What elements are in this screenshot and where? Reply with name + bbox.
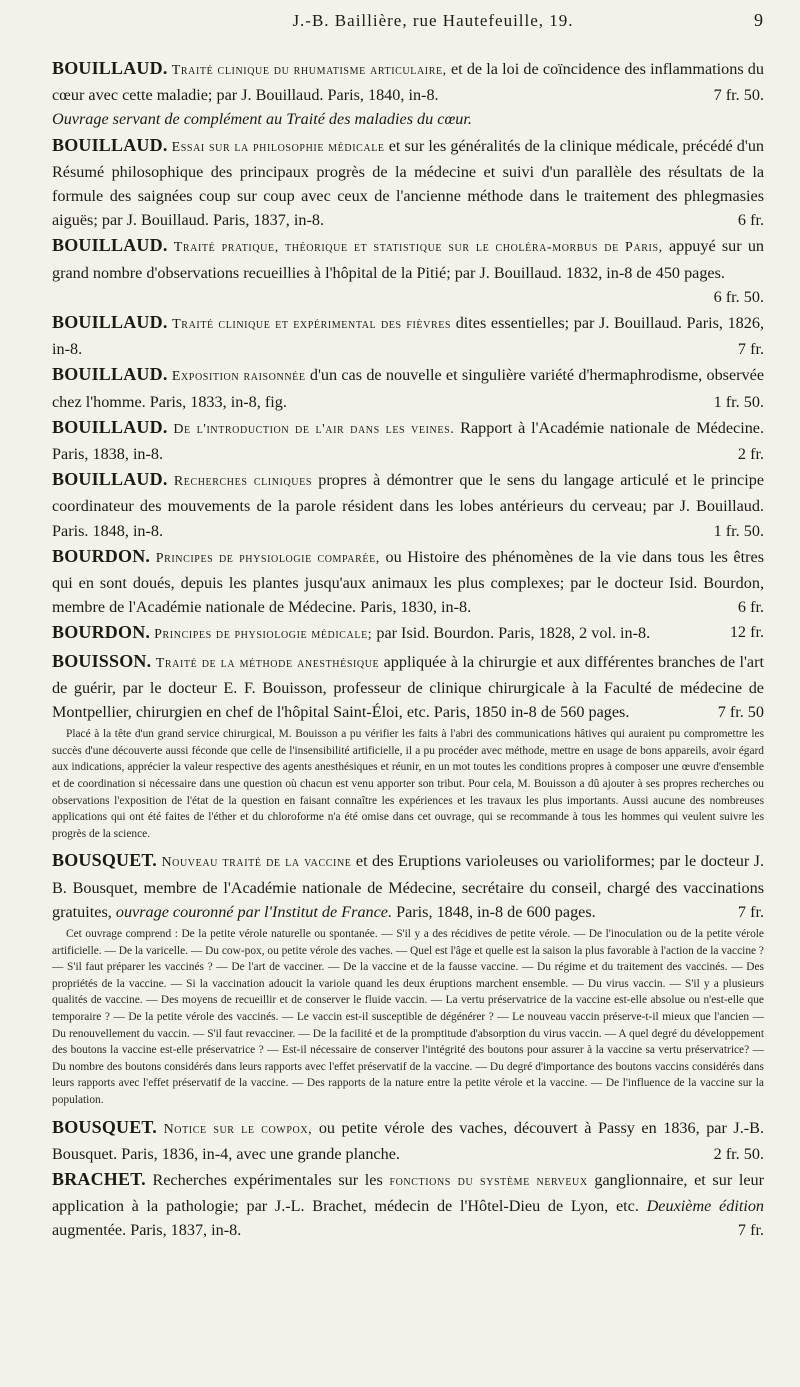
- entry-price: 7 fr.: [737, 1221, 764, 1240]
- catalogue-entry: [52, 233, 764, 309]
- catalogue-entry: [52, 362, 764, 413]
- entry-author: BOUILLAUD.: [52, 134, 168, 155]
- entry-description: Cet ouvrage comprend : De la petite vérole naturelle ou spontanée. — S'il y a des récidives de petite vérole. — De l'inoculation ou de la petite vérole artificielle. — De la varicelle. — Du cow-pox, ou petite vérole des vaches. — Quel est l'âge et quelle est la saison la plus favorable à l'action de la vaccine ? — S'il faut préparer les vaccinés ? — De l'art de vacciner. — De la vaccine et de la fausse vaccine. — Du régime et du traitement des vaccinés. — Des propriétés de la vaccine. — Si la vaccination adoucit la variole quand les deux éruptions marchent ensemble. — Du virus vaccin. — S'il y a plusieurs qualités de vaccine. — Des moyens de recueillir et de conserver le fluide vaccin. — La vertu préservatrice de la vaccine est-elle absolue ou n'est-elle que temporaire ? — De la petite vérole des vaccinés. — Le vaccin est-il susceptible de dégénérer ? — Le nouveau vaccin préserve-t-il mieux que l'ancien — Du renouvellement du vaccin. — S'il faut revacciner. — De la facilité et de la promptitude d'absorption du virus vaccin. — A quel degré du développement des boutons la vaccine est-elle préservatrice ? — Est-il nécessaire de conserver l'intégrité des boutons pour assurer à la vaccine sa vertu préservatrice? — Du nombre des boutons considérés dans leurs rapports avec l'effet préservatif de la vaccine. — Du degré d'importance des boutons vaccins considérés dans leurs rapports avec l'effet préservatif de la vaccine. — Des rapports de la nature entre la petite vérole et la vaccine. — De l'influence de la vaccine sur la population.: [52, 928, 764, 1106]
- entry-title: Principes de physiologie médicale;: [154, 627, 373, 643]
- entry-title: Exposition raisonnée: [171, 369, 306, 385]
- entry-price: 1 fr. 50.: [713, 392, 764, 411]
- entry-author: BOUILLAUD.: [52, 235, 168, 256]
- catalogue-entries: [52, 56, 764, 1243]
- catalogue-entry: [52, 415, 764, 466]
- entry-text: d'un cas de nouvelle et singulière variété d'hermaphrodisme, observée chez l'homme. Paris, 1833, in-8, fig.: [52, 366, 765, 411]
- entry-author: BOUSQUET.: [52, 1116, 157, 1137]
- entry-text: ou petite vérole des vaches, découvert à Passy en 1836, par J.-B. Bousquet. Paris, 1836, in-4, avec une grande planche.: [52, 1118, 765, 1163]
- entry-edition: Deuxième édition: [646, 1197, 765, 1216]
- entry-price: 7 fr.: [737, 340, 764, 359]
- entry-title: Recherches cliniques: [173, 474, 312, 490]
- catalogue-entry: [52, 467, 764, 543]
- entry-text: dites essentielles; par J. Bouillaud. Paris, 1826, in-8.: [52, 314, 764, 359]
- entry-price: 6 fr.: [737, 598, 764, 617]
- entry-price: 1 fr. 50.: [713, 521, 764, 540]
- entry-price: 7 fr.: [737, 902, 764, 921]
- entry-title: Traité pratique, théorique et statistique sur le choléra-morbus de Paris,: [173, 240, 663, 256]
- entry-title: Principes de physiologie comparée,: [155, 550, 380, 566]
- entry-title: fonctions du système nerveux: [389, 1173, 588, 1189]
- entry-price: 2 fr.: [737, 445, 764, 464]
- entry-author: BOUILLAUD.: [52, 416, 168, 437]
- entry-text: propres à démontrer que le sens du langage articulé et le principe coordinateur des mouvements de la parole résident dans les lobes antérieurs du cerveau; par J. Bouillaud. Paris. 1848, in-8.: [52, 471, 764, 540]
- entry-award: ouvrage couronné par l'Institut de France.: [115, 902, 393, 921]
- entry-price: 6 fr.: [737, 211, 764, 230]
- entry-text: et des Eruptions varioleuses ou varioliformes; par le docteur J. B. Bousquet, membre de l'Académie nationale de Médecine, secrétaire du conseil, chargé des vaccinations gratuites,: [52, 852, 764, 921]
- page-number: 9: [754, 10, 764, 30]
- catalogue-entry: [52, 848, 764, 924]
- entry-author: BOUILLAUD.: [52, 364, 168, 385]
- entry-text: Rapport à l'Académie nationale de Médecine. Paris, 1838, in-8.: [52, 418, 765, 464]
- entry-author: BOURDON.: [52, 622, 151, 643]
- entry-text: ou Histoire des phénomènes de la vie dans tous les êtres qui en sont doués, depuis les plantes jusqu'aux animaux les plus complexes; par le docteur Isid. Bourdon, membre de l'Académie nationale de Médecine. Paris, 1830, in-8.: [52, 547, 764, 617]
- entry-author: BOUSQUET.: [52, 850, 157, 871]
- entry-author: BOUILLAUD.: [52, 58, 168, 78]
- running-head: [52, 10, 764, 50]
- entry-text: et sur les généralités de la clinique médicale, précédé d'un Résumé philosophique des principaux progrès de la médecine et suivi d'un parallèle des résultats de la formule des saignées coup sur coup avec ceux de l'ancienne méthode dans le traitement des phlegmasies aiguës; par J. Bouillaud. Paris, 1837, in-8.: [52, 136, 765, 230]
- entry-price: 7 fr. 50.: [713, 86, 764, 105]
- entry-author: BOUILLAUD.: [52, 469, 168, 490]
- entry-text: appliquée à la chirurgie et aux différentes branches de l'art de guérir, par le docteur E. F. Bouisson, professeur de clinique chirurgicale à la Faculté de médecine de Montpellier, chirurgien en chef de l'hôpital Saint-Éloi, etc. Paris, 1850 in-8 de 560 pages.: [52, 652, 765, 722]
- catalogue-entry: [52, 1167, 764, 1243]
- entry-text-continued: Paris, 1848, in-8 de 600 pages.: [396, 902, 596, 921]
- entry-price: 2 fr. 50.: [713, 1144, 764, 1163]
- entry-author: BOURDON.: [52, 545, 151, 566]
- catalogue-entry: [52, 56, 764, 132]
- entry-title-plain: Recherches expérimentales sur les: [152, 1170, 383, 1189]
- entry-author: BRACHET.: [52, 1168, 146, 1189]
- entry-title: Essai sur la philosophie médicale: [171, 139, 385, 155]
- entry-title: De l'introduction de l'air dans les veines.: [173, 421, 455, 437]
- entry-title: Traité de la méthode anesthésique: [155, 655, 380, 671]
- entry-text-continued: augmentée. Paris, 1837, in-8.: [52, 1221, 242, 1240]
- entry-author: BOUILLAUD.: [52, 312, 168, 333]
- entry-text: ganglionnaire, et sur leur application à la pathologie; par J.-L. Brachet, médecin de l'Hôtel-Dieu de Lyon, etc.: [52, 1170, 765, 1216]
- entry-price: 12 fr.: [729, 623, 764, 642]
- publisher-line: J.-B. Baillière, rue Hautefeuille, 19.: [292, 11, 574, 30]
- catalogue-entry: [52, 1115, 764, 1166]
- entry-price: 7 fr. 50: [717, 703, 764, 722]
- catalogue-entry: [52, 133, 764, 233]
- entry-author: BOUISSON.: [52, 650, 152, 671]
- entry-text: par Isid. Bourdon. Paris, 1828, 2 vol. in-8.: [376, 624, 651, 643]
- entry-description: Placé à la tête d'un grand service chirurgical, M. Bouisson a pu vérifier les faits à l'abri des communications hâtives qui auraient pu compromettre les succès d'une découverte aussi féconde que celle de l'insensibilité artificielle, il a pu procéder avec méthode, mettre en usage de bons appareils, avoir égard aux indications, apprécier la valeur respective des agents anesthésiques et réunir, en un mot toutes les conditions propres à composer une œuvre d'ensemble et de coordination si nécessaire dans une question où chacun est venu apporter son tribut. Pour cela, M. Bouisson a dû ajouter à ses propres recherches ou observations l'exposition de l'état de la question en faisant connaître les expériences et les travaux les plus importants. Aussi aucune des nombreuses applications qui ont été faites de l'éther et du chloroforme n'a été omise dans cet ouvrage, qui se recommande à tous les hommes qui veulent suivre les progrès de la science.: [52, 728, 764, 840]
- catalogue-entry: [52, 310, 764, 361]
- entry-note: Ouvrage servant de complément au Traité des maladies du cœur.: [52, 110, 472, 129]
- catalogue-entry: [52, 544, 764, 620]
- catalogue-entry: [52, 620, 764, 647]
- entry-title: Traité clinique du rhumatisme articulaire,: [171, 63, 447, 78]
- catalogue-entry: [52, 649, 764, 725]
- entry-title: Notice sur le cowpox,: [163, 1121, 313, 1137]
- entry-text: et de la loi de coïncidence des inflammations du cœur avec cette maladie; par J. Bouillaud. Paris, 1840, in-8.: [52, 60, 764, 105]
- entry-price: 6 fr. 50.: [713, 287, 764, 306]
- entry-text: appuyé sur un grand nombre d'observations recueillies à l'hôpital de la Pitié; par J. Bouillaud. 1832, in-8 de 450 pages.: [52, 237, 765, 282]
- entry-title: Traité clinique et expérimental des fièvres: [172, 317, 452, 333]
- entry-title: Nouveau traité de la vaccine: [161, 855, 352, 871]
